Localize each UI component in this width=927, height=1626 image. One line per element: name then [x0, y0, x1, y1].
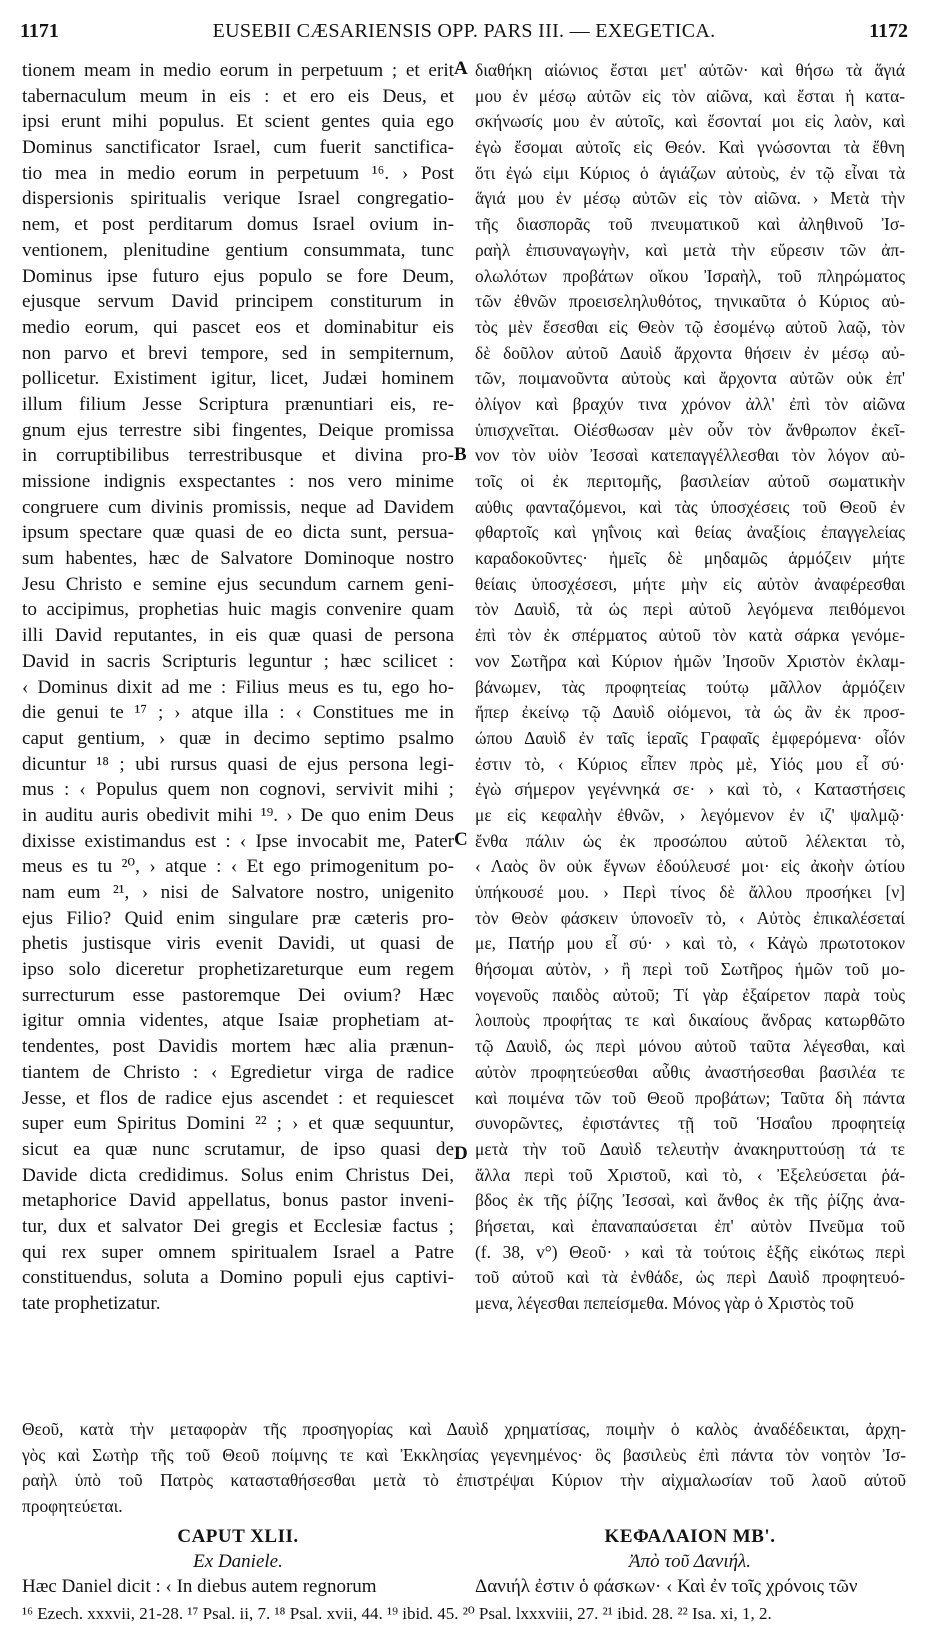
greek-text-line: διαθήκη αἰώνιος ἔσται μετ' αὐτῶν· καὶ θήσω τὰ ἅγιά — [475, 60, 905, 80]
latin-text-line: Jesse, et flos de radice ejus ascendet : et requiescet — [22, 1087, 454, 1109]
caput-latin — [22, 1524, 454, 1599]
latin-text-line: tio mea in medio eorum in perpetuum ¹⁶. › Post — [22, 162, 454, 184]
full-width-greek-line: ραὴλ ὑπὸ τοῦ Πατρὸς κατασταθήσεσθαι μετὰ τὸ ἐπιστρέψαι Κύριον τὴν αἰχμαλωσίαν τοῦ λαοῦ αὐτοῦ — [22, 1470, 906, 1491]
latin-text-line: ipsi erunt mihi populus. Et scient gentes quia ego — [22, 111, 454, 133]
latin-text-line: ejus Filio? Quid enim singulare præ cæteris pro- — [22, 907, 454, 929]
caput-greek-subheading: Ἀπὸ τοῦ Δανιήλ. — [628, 1551, 752, 1572]
greek-text-line: μενα, λέγεσθαι πεπείσμεθα. Μόνος γὰρ ὁ Χριστὸς τοῦ — [475, 1293, 854, 1313]
caput-latin-subheading: Ex Daniele. — [193, 1551, 283, 1572]
greek-text-line: βδος ἐκ τῆς ῥίζης Ἰεσσαὶ, καὶ ἄνθος ἐκ τῆς ῥίζης ἀνα- — [475, 1190, 905, 1211]
greek-column — [475, 58, 905, 1317]
latin-text-line: medio eorum, qui pascet eos et dominabitur eis — [22, 316, 454, 338]
latin-text-line: tiantem de Christo : ‹ Egredietur virga de radice — [22, 1061, 454, 1083]
latin-text-line: ‹ Dominus dixit ad me : Filius meus es tu, ego ho- — [22, 676, 454, 698]
full-width-greek-text — [22, 1417, 906, 1520]
caput-latin-heading: CAPUT XLII. — [177, 1526, 299, 1547]
latin-text-line: surrecturum esse pastoremque Dei ovium? Hæc — [22, 984, 454, 1006]
latin-text-line: Jesu Christo e semine ejus secundum carnem geni- — [22, 573, 454, 595]
greek-text-line: με εἰς κεφαλὴν ἐθνῶν, › λεγόμενον ἐν ιζ' ψαλμῷ· — [475, 804, 905, 825]
greek-text-line: βήσεται, καὶ ἐπαναπαύσεται ἐπ' αὐτὸν Πνεῦμα τοῦ — [475, 1215, 905, 1236]
greek-text-line: ἄλλα περὶ τοῦ Χριστοῦ, καὶ τὸ, ‹ Ἐξελεύσεται ῥά- — [475, 1164, 905, 1185]
latin-text-line: die genui te ¹⁷ ; › atque illa : ‹ Constitues me in — [22, 702, 454, 724]
latin-text-line: gnum ejus terrestre sibi fingentes, Deique promissa — [22, 419, 454, 441]
greek-text-line: τοῖς οἱ ἐκ περιτομῆς, βασιλείαν αὐτοῦ σωματικὴν — [475, 471, 905, 491]
greek-text-line: νον Σωτῆρα καὶ Κύριον ἡμῶν Ἰησοῦν Χριστὸν ἐκλαμ- — [475, 650, 905, 671]
greek-text-line: ὑπήκουσέ μου. › Περὶ τίνος δὲ ἄλλου προσήκει [ν] — [475, 882, 905, 902]
latin-text-line: missione indignis exspectantes : nos vero minime — [22, 471, 454, 492]
latin-text-line: tate prophetizatur. — [22, 1293, 161, 1314]
full-width-greek-line: προφητεύεται. — [22, 1496, 123, 1517]
greek-text-line: ἐγὼ ἔσομαι αὐτοῖς εἰς Θεόν. Καὶ γνώσονται τὰ ἔθνη — [475, 137, 905, 158]
caput-greek-heading: ΚΕΦΑΛΑΙΟΝ ΜΒ'. — [604, 1526, 776, 1547]
running-title: EUSEBII CÆSARIENSIS OPP. PARS III. — EXEGETICA. — [212, 20, 716, 42]
latin-column — [22, 58, 454, 1317]
greek-text-line: τοῦ αὐτοῦ καὶ τὰ ἐνθάδε, ὡς περὶ Δαυὶδ προφητευό- — [475, 1267, 905, 1288]
greek-text-line: αὐθις φανταζόμενοι, καὶ τὰς ὑποσχέσεις τοῦ Θεοῦ ἐν — [475, 496, 905, 517]
greek-text-line: νογενοῦς παιδὸς αὐτοῦ; Τί γὰρ ἐξαίρετον παρὰ τοὺς — [475, 984, 905, 1005]
greek-text-line: ἐγὼ σήμερον γεγέννηκά σε· › καὶ τὸ, ‹ Καταστήσεις — [475, 779, 905, 800]
footnotes: ¹⁶ Ezech. xxxvii, 21-28. ¹⁷ Psal. ii, 7. ¹⁸ Psal. xvii, 44. ¹⁹ ibid. 45. ²⁰ Psal. lxxxviii, 27. ²¹ ibid. 28. ²² Isa. xi, 1, 2. — [22, 1604, 772, 1623]
left-page-number: 1171 — [20, 20, 59, 42]
latin-text-line: congruere cum divinis promissis, neque ad Davidem — [22, 496, 454, 518]
caput-greek-text: Δανιήλ ἐστιν ὁ φάσκων· ‹ Καὶ ἐν τοῖς χρόνοις τῶν — [475, 1576, 858, 1597]
greek-text-line: συνορῶντες, ἐφιστάντες τῇ τοῦ Ἡσαΐου προφητείᾳ — [475, 1113, 905, 1134]
latin-text-line: to accipimus, prophetias huic magis convenire quam — [22, 599, 454, 621]
latin-text-line: illi David reputantes, in eis quæ quasi de persona — [22, 625, 454, 647]
greek-text-line: με, Πατήρ μου εἶ σύ· › καὶ τὸ, ‹ Κἀγὼ πρωτοτοκον — [475, 933, 905, 954]
greek-text-line: ὑπισχνεῖται. Οἰέσθωσαν μὲν οὖν τὸν ἄνθρωπον ἐκεῖ- — [475, 419, 905, 440]
latin-text-line: ipsum spectare quæ quasi de eo dicta sunt, persua- — [22, 522, 454, 544]
caput-latin-text: Hæc Daniel dicit : ‹ In diebus autem regnorum — [22, 1576, 377, 1597]
right-page-number: 1172 — [869, 20, 908, 42]
marker-b: B — [454, 444, 467, 465]
greek-text-line: ραὴλ ἐπισυναγωγὴν, καὶ μετὰ τὴν εὕρεσιν τῶν ἀπ- — [475, 239, 905, 260]
latin-text-line: metaphorice David appellatus, bonus pastor inveni- — [22, 1190, 454, 1212]
marker-c: C — [454, 829, 468, 850]
latin-text-line: nem, et post perditarum domus Israel ovium in- — [22, 214, 454, 236]
greek-text-line: μου ἐν μέσῳ αὐτῶν εἰς τὸν αἰῶνα, καὶ ἔσται ἡ κατα- — [475, 85, 905, 106]
latin-text-line: dixisse existimandus est : ‹ Ipse invocabit me, Pater — [22, 830, 454, 852]
greek-text-line: αὐτὸν προφητεύεσθαι αὖθις ἀναστήσεσθαι βασιλέα τε — [475, 1061, 905, 1082]
greek-text-line: (f. 38, v°) Θεοῦ· › καὶ τὰ τούτοις ἑξῆς εἰκότως περὶ — [475, 1241, 905, 1262]
latin-text-line: phetis justisque viris evenit Davidi, ut quasi de — [22, 933, 454, 955]
latin-text-line: Dominus sanctificator Israel, cum fuerit sanctifica- — [22, 137, 454, 159]
greek-text-line: ὀλίγον καὶ βραχύν τινα χρόνον ἀλλ' ἐπὶ τὸν αἰῶνα — [475, 393, 905, 414]
latin-text-line: super eum Spiritus Domini ²² ; › et quæ sequuntur, — [22, 1113, 454, 1135]
full-width-greek-line: γὸς καὶ Σωτὴρ τῆς τοῦ Θεοῦ ποίμνης τε καὶ Ἐκκλησίας γεγενημένος· ὃς βασιλεὺς ἐπὶ πάντα τὸν νοητὸν Ἰσ- — [22, 1444, 906, 1465]
latin-text-line: nam eum ²¹, › nisi de Salvatore nostro, unigenito — [22, 882, 454, 903]
latin-text-line: non parvo et brevi tempore, sed in sempiternum, — [22, 342, 454, 364]
running-header — [20, 20, 908, 48]
full-width-greek-line: Θεοῦ, κατὰ τὴν μεταφορὰν τῆς προσηγορίας καὶ Δαυὶδ χρηματίσας, ποιμὴν ὁ καλὸς ἀναδέδεικται, ἀρχη- — [22, 1419, 906, 1439]
caput-greek — [475, 1524, 905, 1599]
greek-text-line: ολωλότων προβάτων οἴκου Ἰσραὴλ, τοῦ πληρώματος — [475, 265, 905, 286]
latin-text-line: mus : ‹ Populus quem non cognovi, servivit mihi ; — [22, 779, 454, 801]
greek-text-line: δὲ δοῦλον αὐτοῦ Δαυὶδ ἄρχοντα θήσειν ἐν μέσῳ αὐ- — [475, 342, 905, 363]
latin-text-line: ipso solo diceretur prophetizareturque eum regem — [22, 959, 454, 981]
greek-text-line: ἅγιά μου ἐν μέσῳ αὐτῶν εἰς τὸν αἰῶνα. › Μετὰ τὴν — [475, 188, 905, 209]
latin-text-line: tionem meam in medio eorum in perpetuum ; et erit — [22, 60, 454, 81]
latin-text-line: sicut ea quæ nunc scrutamur, de ipso quasi de — [22, 1138, 454, 1160]
greek-text-line: τῶν ἐθνῶν προεισεληλυθότος, τηνικαῦτα ὁ Κύριος αὐ- — [475, 291, 905, 312]
greek-text-line: μετὰ τὴν τοῦ Δαυὶδ τελευτὴν ἀνακηρυττούσῃ τά τε — [475, 1138, 905, 1159]
greek-text-line: τὸν Δαυὶδ, τὰ ὡς περὶ αὐτοῦ λεγόμενα πειθόμενοι — [475, 599, 905, 620]
greek-text-line: θήσομαι αὐτὸν, › ἢ περὶ τοῦ Σωτῆρος ἡμῶν τοῦ μο- — [475, 959, 905, 980]
latin-text-line: David in sacris Scripturis leguntur ; hæc scilicet : — [22, 650, 454, 672]
greek-text-line: ώπου Δαυὶδ ἐν ταῖς ἱεραῖς Γραφαῖς ἐμφερόμενα· οἷόν — [475, 727, 905, 748]
greek-text-line: τὸν Θεὸν φάσκειν ὑπονοεῖν τὸ, ‹ Αὐτὸς ἐπικαλέσεταί — [475, 907, 905, 928]
latin-text-line: tendentes, post Davidis mortem hæc alia prænun- — [22, 1036, 454, 1058]
greek-text-line: ὅτι ἐγώ εἰμι Κύριος ὁ ἁγιάζων αὐτοὺς, ἐν τῷ εἶναι τὰ — [475, 162, 905, 183]
greek-text-line: ἐπὶ τὸν ἐκ σπέρματος αὐτοῦ τὸν κατὰ σάρκα γενόμε- — [475, 625, 905, 646]
greek-text-line: σκήνωσίς μου ἐν αὐτοῖς, καὶ ἔσονταί μοι εἰς λαὸν, καὶ — [475, 111, 905, 132]
latin-text-line: ventionem, plenitudine gentium consummata, tunc — [22, 239, 454, 261]
greek-text-line: ‹ Λαὸς ὃν οὐκ ἔγνων ἐδούλευσέ μοι· εἰς ἀκοὴν ὠτίου — [475, 856, 905, 877]
latin-text-line: igitur omnia videntes, atque Isaiæ prophetiam at- — [22, 1010, 454, 1032]
greek-text-line: τῷ Δαυὶδ, ὡς περὶ μόνου αὐτοῦ ταῦτα λέγεσθαι, καὶ — [475, 1036, 905, 1057]
greek-text-line: καραδοκοῦντες· ἡμεῖς δὲ μηδαμῶς ἁρμόζειν μήτε — [475, 548, 905, 569]
latin-text-line: constituendus, soluta a Domino populi ejus captivi- — [22, 1267, 454, 1289]
latin-text-line: in auditu auris obedivit mihi ¹⁹. › De quo enim Deus — [22, 804, 454, 826]
greek-text-line: ἤπερ ἐκείνῳ τῷ Δαυὶδ οἰόμενοι, τὰ ὡς ἂν ἐκ προσ- — [475, 702, 905, 723]
latin-text-line: tabernaculum meum in eis : et ero eis Deus, et — [22, 85, 454, 107]
latin-text-line: qui rex super omnem spiritualem Israel a Patre — [22, 1241, 454, 1263]
latin-text-line: Davide dicta credidimus. Solus enim Christus Dei, — [22, 1164, 454, 1186]
latin-text-line: pollicetur. Existiment igitur, licet, Judæi hominem — [22, 368, 454, 390]
latin-text-line: dicuntur ¹⁸ ; ubi rursus quasi de ejus persona legi- — [22, 753, 454, 775]
latin-text-line: tur, dux et salvator Dei gregis et Ecclesiæ factus ; — [22, 1215, 454, 1237]
greek-text-line: θείαις ὑποσχέσεσι, μήτε μὴν εἰς αὐτὸν ἀναφέρεσθαι — [475, 573, 905, 594]
greek-text-line: τῆς διασπορᾶς τοῦ πνευματικοῦ καὶ ἀληθινοῦ Ἰσ- — [475, 214, 905, 235]
latin-text-line: illum filium Jesse Scriptura prænuntiari eis, re- — [22, 393, 454, 415]
greek-text-line: ἐστιν τὸ, ‹ Κύριος εἶπεν πρὸς μὲ, Υἱός μου εἶ σύ· — [475, 753, 905, 774]
greek-text-line: φθαρτοῖς καὶ γηΐνοις καὶ θείας ἀναξίοις ἐπαγγελείας — [475, 522, 905, 543]
greek-text-line: βάνωμεν, τὰς προφητείας τούτῳ μᾶλλον ἁρμόζειν — [475, 676, 905, 697]
latin-text-line: ejusque servum David principem constiturum in — [22, 291, 454, 313]
greek-text-line: ἔνθα πάλιν ὡς ἐκ προσώπου αὐτοῦ λέλεκται τὸ, — [475, 830, 905, 851]
greek-text-line: τὸς μὲν ἔσεσθαι εἰς Θεὸν τῷ ἐσομένῳ αὐτοῦ λαῷ, τὸν — [475, 316, 905, 337]
greek-text-line: νον τὸν υἱὸν Ἰεσσαὶ κατεπαγγέλλεσθαι τὸν λόγον αὐ- — [475, 445, 905, 466]
marker-a: A — [454, 58, 468, 79]
greek-text-line: λοιποὺς προφήτας τε καὶ δικαίους ἄνδρας κατωρθῶτο — [475, 1010, 905, 1031]
latin-text-line: dispersionis spiritualis verique Israel congregatio- — [22, 188, 454, 210]
latin-text-line: sum habentes, hæc de Salvatore Dominoque nostro — [22, 548, 454, 570]
latin-text-line: meus es tu ²⁰, › atque : ‹ Et ego primogenitum po- — [22, 856, 454, 878]
latin-text-line: in corruptibilibus terrestribusque et divina pro- — [22, 445, 454, 467]
latin-text-line: Dominus ipse futuro ejus populo se fore Deum, — [22, 265, 454, 287]
marker-d: D — [454, 1143, 468, 1164]
greek-text-line: καὶ ποιμένα τῶν τοῦ Θεοῦ προβάτων; Ταῦτα δὴ πάντα — [475, 1087, 905, 1108]
greek-text-line: τῶν, ποιμανοῦντα αὐτοὺς καὶ ἄρχοντα αὐτῶν οὐκ ἐπ' — [475, 368, 905, 389]
latin-text-line: caput gentium, › quæ in decimo septimo psalmo — [22, 727, 454, 749]
